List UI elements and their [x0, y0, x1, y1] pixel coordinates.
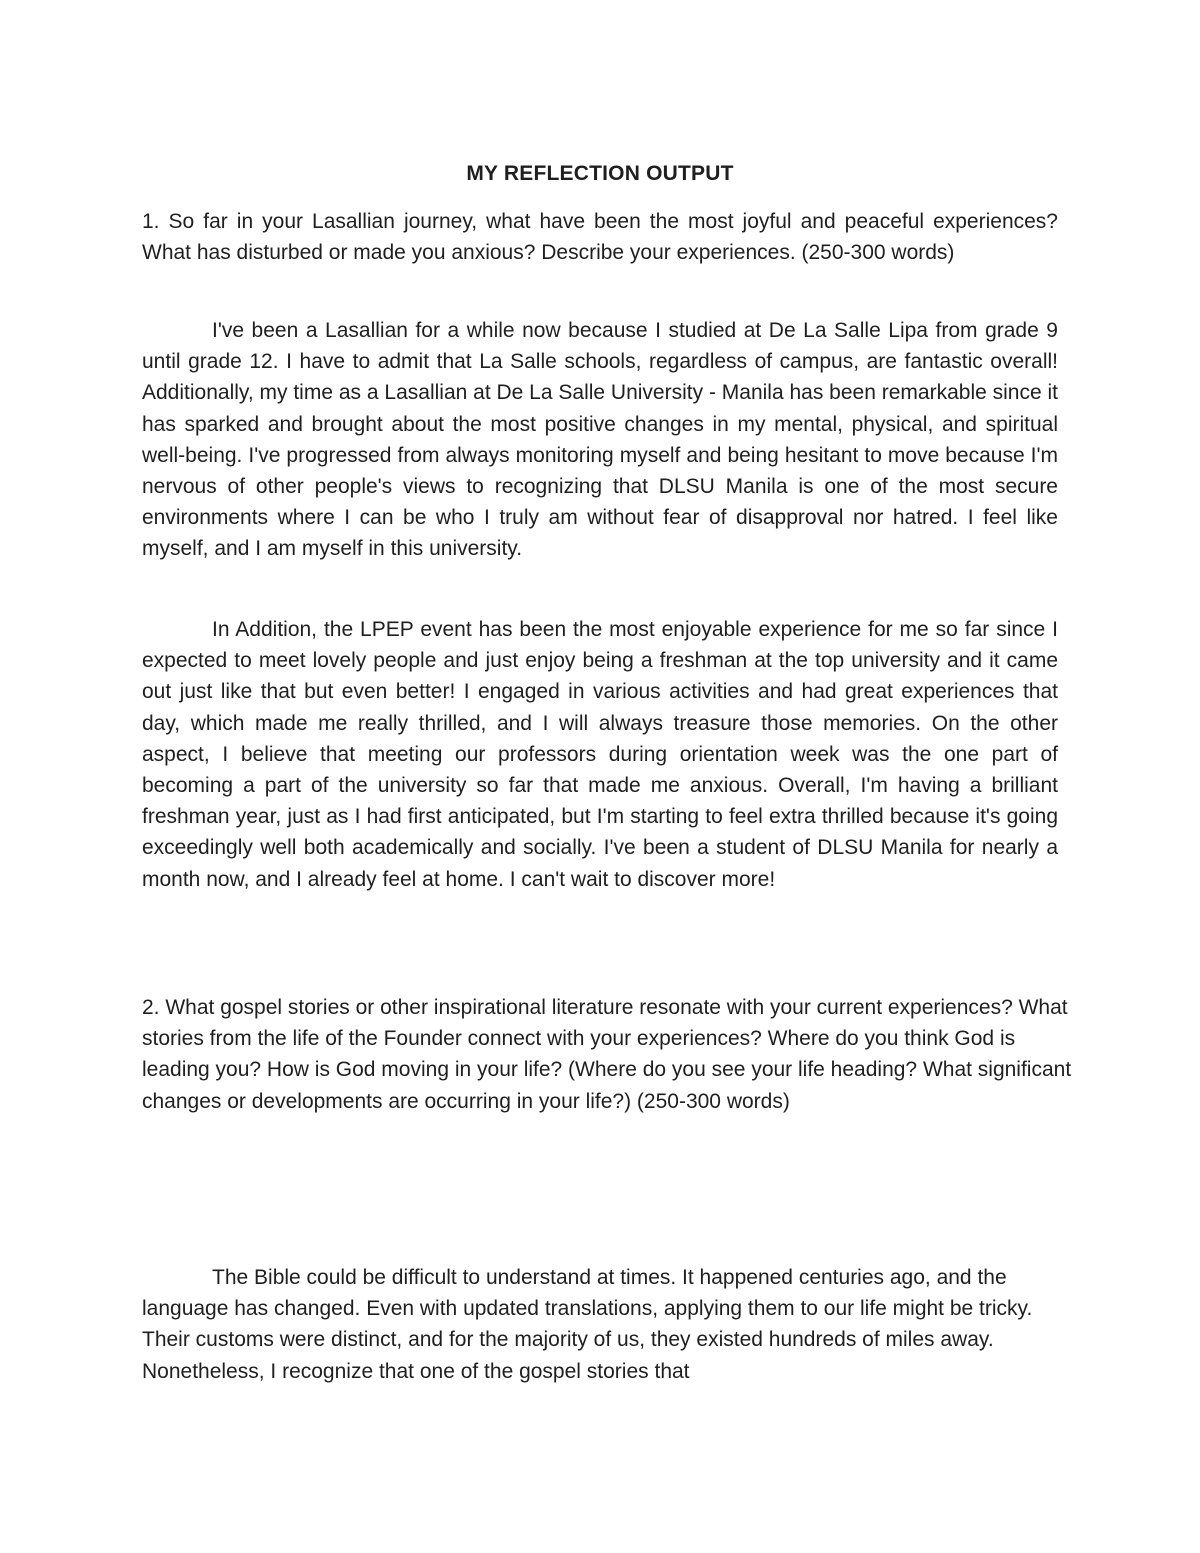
question-1: 1. So far in your Lasallian journey, what have been the most joyful and peaceful experiences? What has disturbed or made you anxious? Describe your experiences. (250-300 words) — [142, 210, 1058, 265]
answer-2-paragraph-1: The Bible could be difficult to understand at times. It happened centuries ago, and the language has changed. Even with updated translations, applying them to our life might be tricky. Their customs were distinct, and for the majority of us, they existed hundreds of miles away. Nonetheless, I recognize that one of the gospel stories that — [142, 1266, 1033, 1383]
document-page — [142, 0, 1072, 1553]
question-2: 2. What gospel stories or other inspirational literature resonate with your current experiences? What stories from the life of the Founder connect with your experiences? Where do you think God is leading you? How is God moving in your life? (Where do you see your life heading? What significant changes or developments are occurring in your life?) (250-300 words) — [142, 996, 1072, 1113]
answer-1-paragraph-2: In Addition, the LPEP event has been the most enjoyable experience for me so far since I expected to meet lovely people and just enjoy being a freshman at the top university and it came out just like that but even better! I engaged in various activities and had great experiences that day, which made me really thrilled, and I will always treasure those memories. On the other aspect, I believe that meeting our professors during orientation week was the one part of becoming a part of the university so far that made me anxious. Overall, I'm having a brilliant freshman year, just as I had first anticipated, but I'm starting to feel extra thrilled because it's going exceedingly well both academically and socially. I've been a student of DLSU Manila for nearly a month now, and I already feel at home. I can't wait to discover more! — [142, 618, 1058, 891]
document-title: MY REFLECTION OUTPUT — [466, 162, 734, 185]
answer-1-paragraph-1: I've been a Lasallian for a while now because I studied at De La Salle Lipa from grade 9 until grade 12. I have to admit that La Salle schools, regardless of campus, are fantastic overall! Additionally, my time as a Lasallian at De La Salle University - Manila has been remarkable since it has sparked and brought about the most positive changes in my mental, physical, and spiritual well-being. I've progressed from always monitoring myself and being hesitant to move because I'm nervous of other people's views to recognizing that DLSU Manila is one of the most secure environments where I can be who I truly am without fear of disapproval nor hatred. I feel like myself, and I am myself in this university. — [142, 319, 1058, 561]
